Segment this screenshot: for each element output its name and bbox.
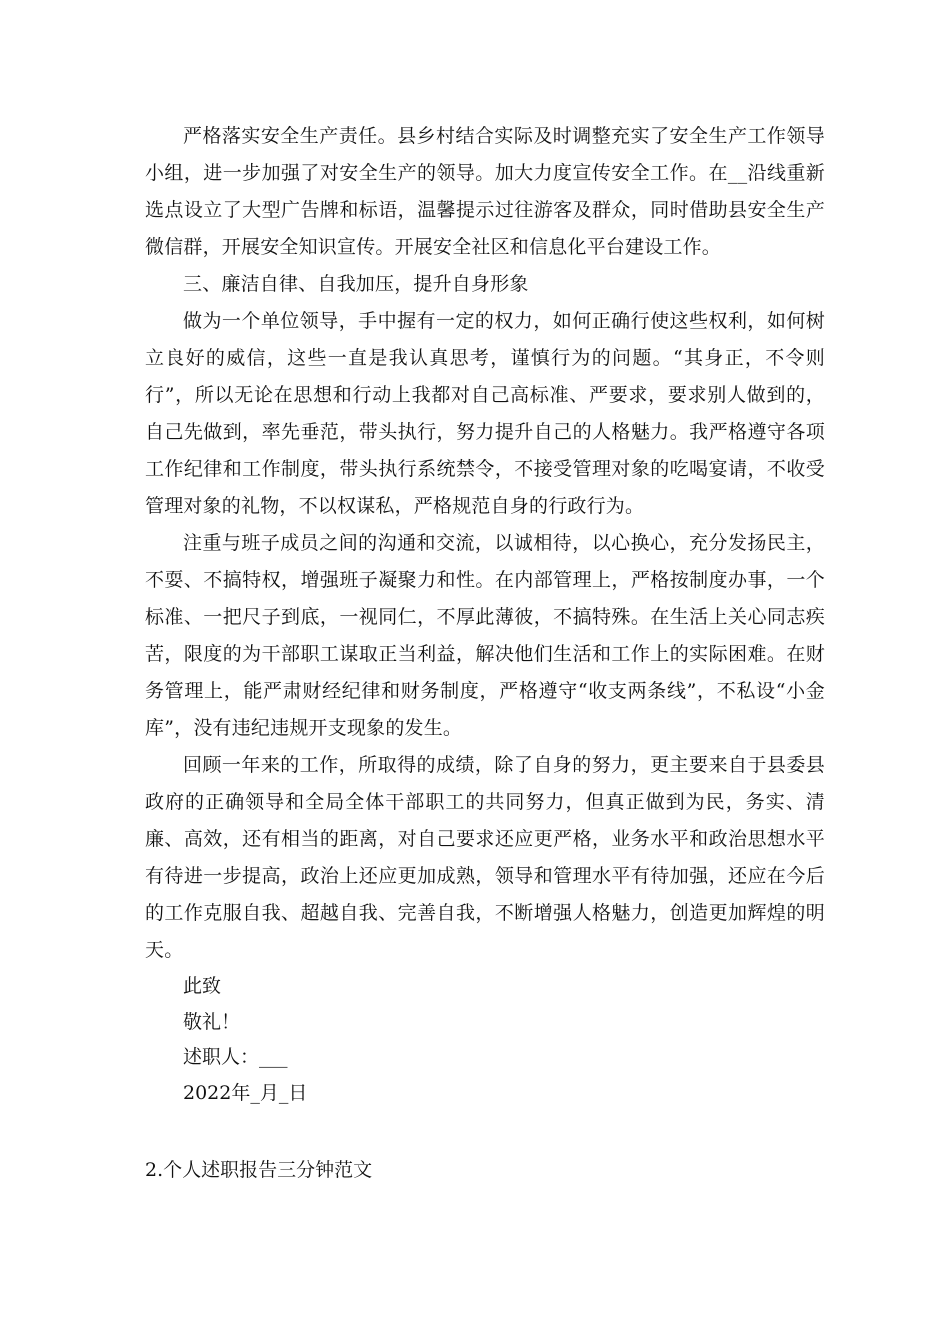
closing-salutation: 此致: [183, 975, 222, 997]
report-date: 2022年_月_日: [183, 1081, 308, 1104]
section-title: 2.个人述职报告三分钟范文: [145, 1159, 373, 1181]
section-heading-integrity: 三、廉洁自律、自我加压，提升自身形象: [183, 273, 529, 295]
paragraph-leadership-conduct: 做为一个单位领导，手中握有一定的权力，如何正确行使这些权利，如何树立良好的威信，这些一直是我认真思考，谨慎行为的问题。“其身正，不令则行”，所以无论在思想和行动上我都对自己高标准、严要求，要求别人做到的，自己先做到，率先垂范，带头执行，努力提升自己的人格魅力。我严格遵守各项工作纪律和工作制度，带头执行系统禁令，不接受管理对象的吃喝宴请，不收受管理对象的礼物，不以权谋私，严格规范自身的行政行为。: [145, 310, 825, 517]
paragraph-safety-responsibility: 严格落实安全生产责任。县乡村结合实际及时调整充实了安全生产工作领导小组，进一步加强了对安全生产的领导。加大力度宣传安全工作。在__沿线重新选点设立了大型广告牌和标语，温馨提示过往游客及群众，同时借助县安全生产微信群，开展安全知识宣传。开展安全社区和信息化平台建设工作。: [145, 125, 825, 258]
closing-regards: 敬礼！: [183, 1010, 241, 1033]
paragraph-team-communication: 注重与班子成员之间的沟通和交流，以诚相待，以心换心，充分发扬民主，不耍、不搞特权，增强班子凝聚力和性。在内部管理上，严格按制度办事，一个标准、一把尺子到底，一视同仁，不厚此薄彼，不搞特殊。在生活上关心同志疾苦，限度的为干部职工谋取正当利益，解决他们生活和工作上的实际困难。在财务管理上，能严肃财经纪律和财务制度，严格遵守“收支两条线”，不私设“小金库”，没有违纪违规开支现象的发生。: [145, 532, 825, 739]
reporter-signature-line: 述职人：___: [183, 1046, 288, 1068]
document-body: [145, 118, 825, 1111]
paragraph-annual-review: 回顾一年来的工作，所取得的成绩，除了自身的努力，更主要来自于县委县政府的正确领导和全局全体干部职工的共同努力，但真正做到为民，务实、清廉、高效，还有相当的距离，对自己要求还应更严格，业务水平和政治思想水平有待进一步提高，政治上还应更加成熟，领导和管理水平有待加强，还应在今后的工作克服自我、超越自我、完善自我，不断增强人格魅力，创造更加辉煌的明天。: [145, 754, 825, 961]
